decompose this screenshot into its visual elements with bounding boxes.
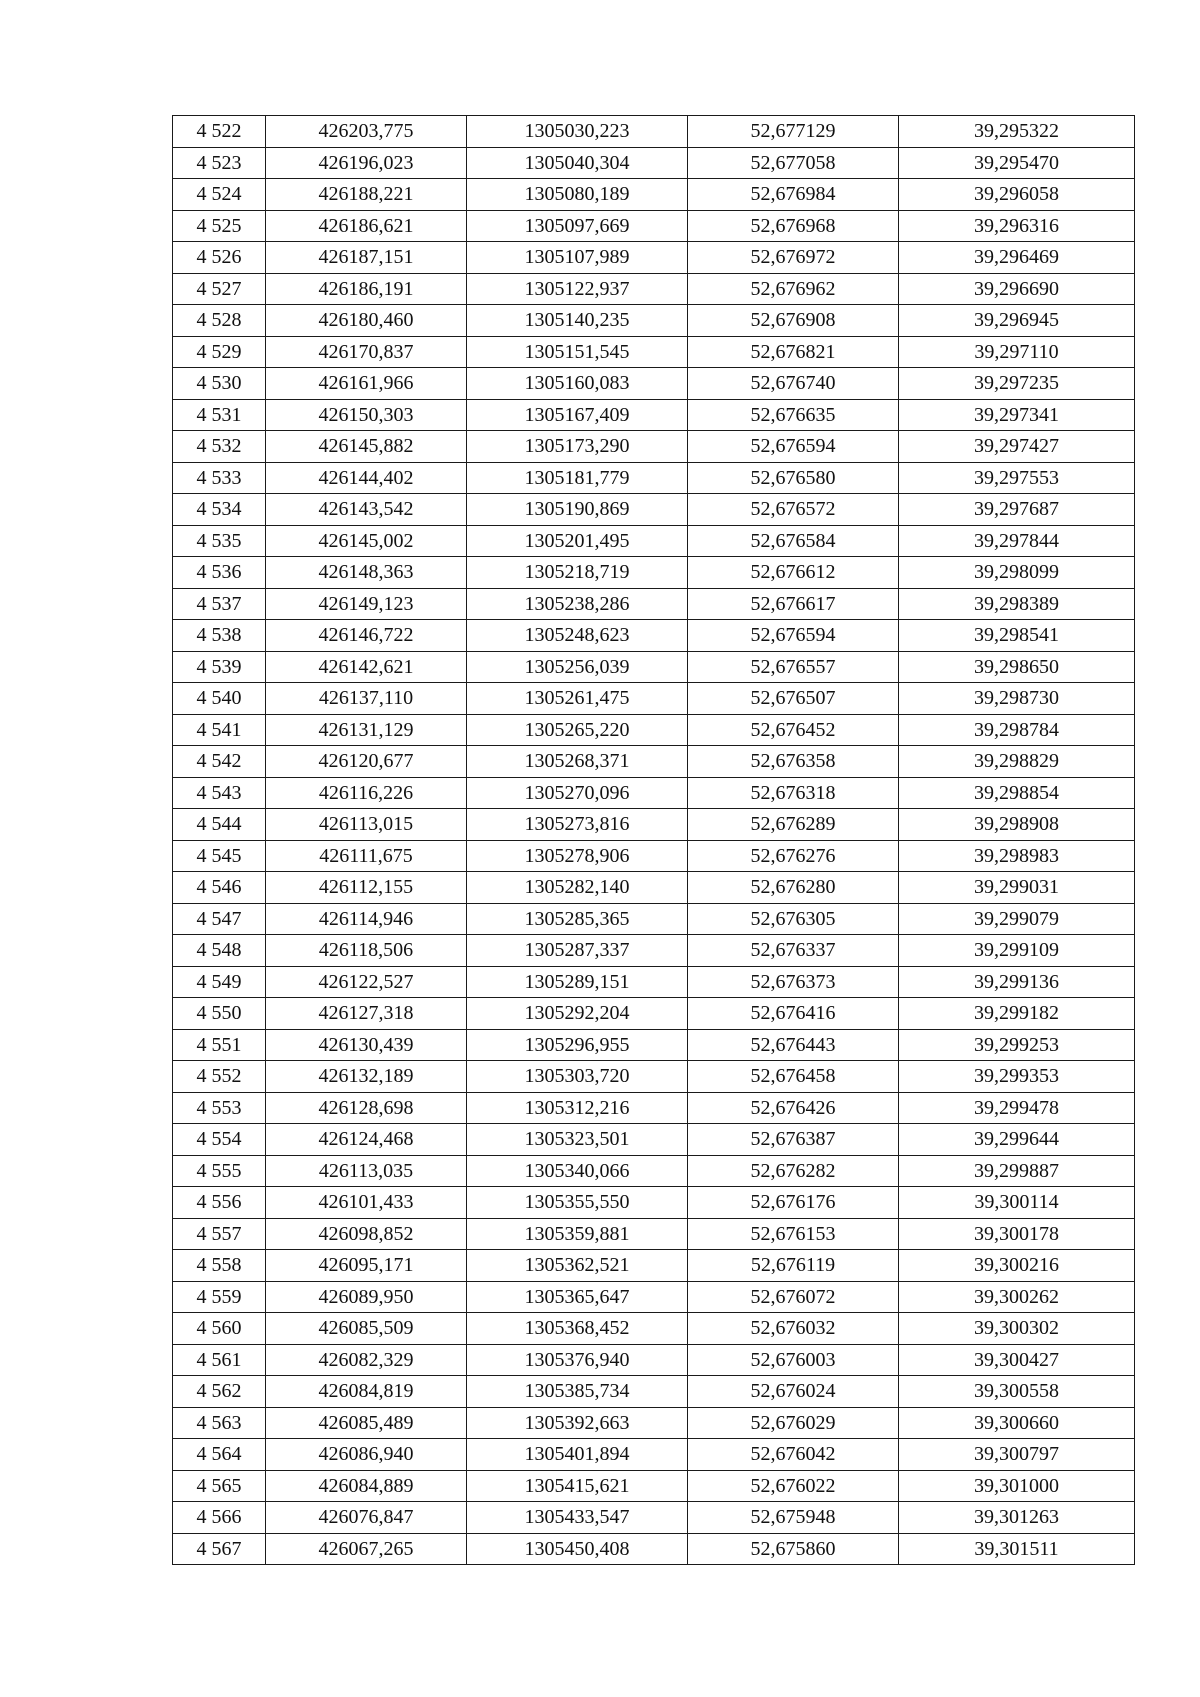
coordinates-table-body <box>173 116 1135 1565</box>
x-coordinate-cell: 426113,015 <box>266 809 467 841</box>
longitude-cell: 39,301000 <box>899 1470 1135 1502</box>
latitude-cell: 52,676280 <box>688 872 899 904</box>
x-coordinate-cell: 426161,966 <box>266 368 467 400</box>
x-coordinate-cell: 426180,460 <box>266 305 467 337</box>
longitude-cell: 39,300427 <box>899 1344 1135 1376</box>
x-coordinate-cell: 426089,950 <box>266 1281 467 1313</box>
table-row <box>173 273 1135 305</box>
x-coordinate-cell: 426095,171 <box>266 1250 467 1282</box>
table-row <box>173 620 1135 652</box>
y-coordinate-cell: 1305433,547 <box>467 1502 688 1534</box>
latitude-cell: 52,676908 <box>688 305 899 337</box>
latitude-cell: 52,676821 <box>688 336 899 368</box>
y-coordinate-cell: 1305080,189 <box>467 179 688 211</box>
x-coordinate-cell: 426085,489 <box>266 1407 467 1439</box>
latitude-cell: 52,676024 <box>688 1376 899 1408</box>
y-coordinate-cell: 1305140,235 <box>467 305 688 337</box>
table-row <box>173 903 1135 935</box>
table-row <box>173 116 1135 148</box>
latitude-cell: 52,676740 <box>688 368 899 400</box>
table-row <box>173 1061 1135 1093</box>
longitude-cell: 39,298784 <box>899 714 1135 746</box>
latitude-cell: 52,676318 <box>688 777 899 809</box>
x-coordinate-cell: 426145,002 <box>266 525 467 557</box>
longitude-cell: 39,297427 <box>899 431 1135 463</box>
point-number-cell: 4 529 <box>173 336 266 368</box>
y-coordinate-cell: 1305359,881 <box>467 1218 688 1250</box>
longitude-cell: 39,299353 <box>899 1061 1135 1093</box>
table-row <box>173 1281 1135 1313</box>
y-coordinate-cell: 1305107,989 <box>467 242 688 274</box>
latitude-cell: 52,676984 <box>688 179 899 211</box>
x-coordinate-cell: 426143,542 <box>266 494 467 526</box>
latitude-cell: 52,676373 <box>688 966 899 998</box>
table-row <box>173 210 1135 242</box>
x-coordinate-cell: 426142,621 <box>266 651 467 683</box>
latitude-cell: 52,676337 <box>688 935 899 967</box>
latitude-cell: 52,676022 <box>688 1470 899 1502</box>
latitude-cell: 52,676072 <box>688 1281 899 1313</box>
latitude-cell: 52,676557 <box>688 651 899 683</box>
latitude-cell: 52,676029 <box>688 1407 899 1439</box>
x-coordinate-cell: 426137,110 <box>266 683 467 715</box>
table-row <box>173 1187 1135 1219</box>
longitude-cell: 39,297235 <box>899 368 1135 400</box>
longitude-cell: 39,300558 <box>899 1376 1135 1408</box>
table-row <box>173 399 1135 431</box>
longitude-cell: 39,296316 <box>899 210 1135 242</box>
table-row <box>173 1124 1135 1156</box>
table-row <box>173 1313 1135 1345</box>
y-coordinate-cell: 1305368,452 <box>467 1313 688 1345</box>
y-coordinate-cell: 1305040,304 <box>467 147 688 179</box>
y-coordinate-cell: 1305181,779 <box>467 462 688 494</box>
y-coordinate-cell: 1305365,647 <box>467 1281 688 1313</box>
latitude-cell: 52,676153 <box>688 1218 899 1250</box>
table-row <box>173 588 1135 620</box>
latitude-cell: 52,676584 <box>688 525 899 557</box>
longitude-cell: 39,298541 <box>899 620 1135 652</box>
x-coordinate-cell: 426076,847 <box>266 1502 467 1534</box>
y-coordinate-cell: 1305287,337 <box>467 935 688 967</box>
x-coordinate-cell: 426085,509 <box>266 1313 467 1345</box>
latitude-cell: 52,676358 <box>688 746 899 778</box>
point-number-cell: 4 557 <box>173 1218 266 1250</box>
point-number-cell: 4 563 <box>173 1407 266 1439</box>
x-coordinate-cell: 426084,889 <box>266 1470 467 1502</box>
latitude-cell: 52,676282 <box>688 1155 899 1187</box>
latitude-cell: 52,676289 <box>688 809 899 841</box>
point-number-cell: 4 539 <box>173 651 266 683</box>
table-row <box>173 494 1135 526</box>
y-coordinate-cell: 1305268,371 <box>467 746 688 778</box>
y-coordinate-cell: 1305190,869 <box>467 494 688 526</box>
latitude-cell: 52,676635 <box>688 399 899 431</box>
point-number-cell: 4 527 <box>173 273 266 305</box>
point-number-cell: 4 566 <box>173 1502 266 1534</box>
latitude-cell: 52,676458 <box>688 1061 899 1093</box>
latitude-cell: 52,676968 <box>688 210 899 242</box>
point-number-cell: 4 536 <box>173 557 266 589</box>
y-coordinate-cell: 1305265,220 <box>467 714 688 746</box>
table-row <box>173 336 1135 368</box>
table-row <box>173 1376 1135 1408</box>
point-number-cell: 4 541 <box>173 714 266 746</box>
latitude-cell: 52,677129 <box>688 116 899 148</box>
point-number-cell: 4 567 <box>173 1533 266 1565</box>
point-number-cell: 4 522 <box>173 116 266 148</box>
point-number-cell: 4 556 <box>173 1187 266 1219</box>
latitude-cell: 52,676305 <box>688 903 899 935</box>
point-number-cell: 4 535 <box>173 525 266 557</box>
table-row <box>173 557 1135 589</box>
y-coordinate-cell: 1305392,663 <box>467 1407 688 1439</box>
point-number-cell: 4 532 <box>173 431 266 463</box>
table-row <box>173 651 1135 683</box>
y-coordinate-cell: 1305323,501 <box>467 1124 688 1156</box>
x-coordinate-cell: 426101,433 <box>266 1187 467 1219</box>
x-coordinate-cell: 426116,226 <box>266 777 467 809</box>
point-number-cell: 4 551 <box>173 1029 266 1061</box>
x-coordinate-cell: 426131,129 <box>266 714 467 746</box>
y-coordinate-cell: 1305340,066 <box>467 1155 688 1187</box>
latitude-cell: 52,676032 <box>688 1313 899 1345</box>
x-coordinate-cell: 426127,318 <box>266 998 467 1030</box>
x-coordinate-cell: 426188,221 <box>266 179 467 211</box>
x-coordinate-cell: 426128,698 <box>266 1092 467 1124</box>
latitude-cell: 52,676416 <box>688 998 899 1030</box>
latitude-cell: 52,676443 <box>688 1029 899 1061</box>
x-coordinate-cell: 426170,837 <box>266 336 467 368</box>
latitude-cell: 52,676176 <box>688 1187 899 1219</box>
point-number-cell: 4 543 <box>173 777 266 809</box>
latitude-cell: 52,675948 <box>688 1502 899 1534</box>
latitude-cell: 52,676042 <box>688 1439 899 1471</box>
table-row <box>173 1029 1135 1061</box>
point-number-cell: 4 548 <box>173 935 266 967</box>
table-row <box>173 462 1135 494</box>
point-number-cell: 4 531 <box>173 399 266 431</box>
y-coordinate-cell: 1305122,937 <box>467 273 688 305</box>
longitude-cell: 39,295470 <box>899 147 1135 179</box>
table-row <box>173 1218 1135 1250</box>
longitude-cell: 39,296690 <box>899 273 1135 305</box>
longitude-cell: 39,300216 <box>899 1250 1135 1282</box>
y-coordinate-cell: 1305376,940 <box>467 1344 688 1376</box>
point-number-cell: 4 552 <box>173 1061 266 1093</box>
point-number-cell: 4 528 <box>173 305 266 337</box>
longitude-cell: 39,297687 <box>899 494 1135 526</box>
x-coordinate-cell: 426112,155 <box>266 872 467 904</box>
x-coordinate-cell: 426082,329 <box>266 1344 467 1376</box>
longitude-cell: 39,297553 <box>899 462 1135 494</box>
longitude-cell: 39,298983 <box>899 840 1135 872</box>
y-coordinate-cell: 1305385,734 <box>467 1376 688 1408</box>
longitude-cell: 39,297110 <box>899 336 1135 368</box>
y-coordinate-cell: 1305218,719 <box>467 557 688 589</box>
y-coordinate-cell: 1305173,290 <box>467 431 688 463</box>
table-row <box>173 1155 1135 1187</box>
y-coordinate-cell: 1305285,365 <box>467 903 688 935</box>
x-coordinate-cell: 426122,527 <box>266 966 467 998</box>
x-coordinate-cell: 426113,035 <box>266 1155 467 1187</box>
x-coordinate-cell: 426084,819 <box>266 1376 467 1408</box>
coordinates-table <box>172 115 1135 1565</box>
table-row <box>173 872 1135 904</box>
table-row <box>173 179 1135 211</box>
point-number-cell: 4 546 <box>173 872 266 904</box>
longitude-cell: 39,299253 <box>899 1029 1135 1061</box>
x-coordinate-cell: 426130,439 <box>266 1029 467 1061</box>
table-row <box>173 966 1135 998</box>
longitude-cell: 39,298829 <box>899 746 1135 778</box>
longitude-cell: 39,296469 <box>899 242 1135 274</box>
longitude-cell: 39,300114 <box>899 1187 1135 1219</box>
point-number-cell: 4 540 <box>173 683 266 715</box>
longitude-cell: 39,296058 <box>899 179 1135 211</box>
x-coordinate-cell: 426146,722 <box>266 620 467 652</box>
latitude-cell: 52,676387 <box>688 1124 899 1156</box>
y-coordinate-cell: 1305151,545 <box>467 336 688 368</box>
point-number-cell: 4 554 <box>173 1124 266 1156</box>
table-row <box>173 242 1135 274</box>
y-coordinate-cell: 1305030,223 <box>467 116 688 148</box>
y-coordinate-cell: 1305273,816 <box>467 809 688 841</box>
x-coordinate-cell: 426124,468 <box>266 1124 467 1156</box>
x-coordinate-cell: 426132,189 <box>266 1061 467 1093</box>
point-number-cell: 4 564 <box>173 1439 266 1471</box>
y-coordinate-cell: 1305261,475 <box>467 683 688 715</box>
table-row <box>173 368 1135 400</box>
longitude-cell: 39,301263 <box>899 1502 1135 1534</box>
longitude-cell: 39,298389 <box>899 588 1135 620</box>
point-number-cell: 4 562 <box>173 1376 266 1408</box>
point-number-cell: 4 558 <box>173 1250 266 1282</box>
longitude-cell: 39,299182 <box>899 998 1135 1030</box>
longitude-cell: 39,299031 <box>899 872 1135 904</box>
longitude-cell: 39,299109 <box>899 935 1135 967</box>
point-number-cell: 4 555 <box>173 1155 266 1187</box>
longitude-cell: 39,301511 <box>899 1533 1135 1565</box>
y-coordinate-cell: 1305362,521 <box>467 1250 688 1282</box>
table-row <box>173 147 1135 179</box>
x-coordinate-cell: 426149,123 <box>266 588 467 620</box>
latitude-cell: 52,676426 <box>688 1092 899 1124</box>
longitude-cell: 39,300797 <box>899 1439 1135 1471</box>
x-coordinate-cell: 426187,151 <box>266 242 467 274</box>
latitude-cell: 52,676972 <box>688 242 899 274</box>
longitude-cell: 39,298854 <box>899 777 1135 809</box>
y-coordinate-cell: 1305292,204 <box>467 998 688 1030</box>
y-coordinate-cell: 1305312,216 <box>467 1092 688 1124</box>
point-number-cell: 4 525 <box>173 210 266 242</box>
point-number-cell: 4 537 <box>173 588 266 620</box>
latitude-cell: 52,676594 <box>688 431 899 463</box>
longitude-cell: 39,299136 <box>899 966 1135 998</box>
latitude-cell: 52,676617 <box>688 588 899 620</box>
table-row <box>173 525 1135 557</box>
table-row <box>173 683 1135 715</box>
table-row <box>173 1344 1135 1376</box>
table-row <box>173 777 1135 809</box>
longitude-cell: 39,297341 <box>899 399 1135 431</box>
table-row <box>173 1407 1135 1439</box>
longitude-cell: 39,299644 <box>899 1124 1135 1156</box>
y-coordinate-cell: 1305270,096 <box>467 777 688 809</box>
longitude-cell: 39,296945 <box>899 305 1135 337</box>
x-coordinate-cell: 426067,265 <box>266 1533 467 1565</box>
point-number-cell: 4 542 <box>173 746 266 778</box>
y-coordinate-cell: 1305415,621 <box>467 1470 688 1502</box>
table-row <box>173 1092 1135 1124</box>
longitude-cell: 39,299887 <box>899 1155 1135 1187</box>
table-row <box>173 935 1135 967</box>
latitude-cell: 52,676119 <box>688 1250 899 1282</box>
y-coordinate-cell: 1305355,550 <box>467 1187 688 1219</box>
y-coordinate-cell: 1305160,083 <box>467 368 688 400</box>
latitude-cell: 52,676276 <box>688 840 899 872</box>
latitude-cell: 52,677058 <box>688 147 899 179</box>
point-number-cell: 4 533 <box>173 462 266 494</box>
point-number-cell: 4 553 <box>173 1092 266 1124</box>
longitude-cell: 39,300262 <box>899 1281 1135 1313</box>
point-number-cell: 4 561 <box>173 1344 266 1376</box>
longitude-cell: 39,297844 <box>899 525 1135 557</box>
table-row <box>173 305 1135 337</box>
x-coordinate-cell: 426145,882 <box>266 431 467 463</box>
y-coordinate-cell: 1305278,906 <box>467 840 688 872</box>
y-coordinate-cell: 1305450,408 <box>467 1533 688 1565</box>
y-coordinate-cell: 1305256,039 <box>467 651 688 683</box>
x-coordinate-cell: 426186,621 <box>266 210 467 242</box>
table-row <box>173 746 1135 778</box>
y-coordinate-cell: 1305303,720 <box>467 1061 688 1093</box>
table-row <box>173 1439 1135 1471</box>
point-number-cell: 4 544 <box>173 809 266 841</box>
table-row <box>173 809 1135 841</box>
point-number-cell: 4 559 <box>173 1281 266 1313</box>
latitude-cell: 52,676003 <box>688 1344 899 1376</box>
latitude-cell: 52,676962 <box>688 273 899 305</box>
x-coordinate-cell: 426120,677 <box>266 746 467 778</box>
point-number-cell: 4 560 <box>173 1313 266 1345</box>
y-coordinate-cell: 1305238,286 <box>467 588 688 620</box>
table-row <box>173 1502 1135 1534</box>
latitude-cell: 52,676452 <box>688 714 899 746</box>
x-coordinate-cell: 426118,506 <box>266 935 467 967</box>
x-coordinate-cell: 426196,023 <box>266 147 467 179</box>
longitude-cell: 39,299478 <box>899 1092 1135 1124</box>
table-row <box>173 1470 1135 1502</box>
x-coordinate-cell: 426114,946 <box>266 903 467 935</box>
y-coordinate-cell: 1305289,151 <box>467 966 688 998</box>
longitude-cell: 39,300660 <box>899 1407 1135 1439</box>
x-coordinate-cell: 426150,303 <box>266 399 467 431</box>
point-number-cell: 4 523 <box>173 147 266 179</box>
point-number-cell: 4 547 <box>173 903 266 935</box>
table-row <box>173 998 1135 1030</box>
y-coordinate-cell: 1305201,495 <box>467 525 688 557</box>
table-row <box>173 840 1135 872</box>
point-number-cell: 4 550 <box>173 998 266 1030</box>
point-number-cell: 4 524 <box>173 179 266 211</box>
longitude-cell: 39,298650 <box>899 651 1135 683</box>
table-row <box>173 1250 1135 1282</box>
x-coordinate-cell: 426111,675 <box>266 840 467 872</box>
point-number-cell: 4 538 <box>173 620 266 652</box>
x-coordinate-cell: 426098,852 <box>266 1218 467 1250</box>
latitude-cell: 52,676580 <box>688 462 899 494</box>
x-coordinate-cell: 426086,940 <box>266 1439 467 1471</box>
point-number-cell: 4 526 <box>173 242 266 274</box>
point-number-cell: 4 530 <box>173 368 266 400</box>
longitude-cell: 39,295322 <box>899 116 1135 148</box>
y-coordinate-cell: 1305167,409 <box>467 399 688 431</box>
y-coordinate-cell: 1305097,669 <box>467 210 688 242</box>
latitude-cell: 52,675860 <box>688 1533 899 1565</box>
longitude-cell: 39,298099 <box>899 557 1135 589</box>
latitude-cell: 52,676507 <box>688 683 899 715</box>
latitude-cell: 52,676572 <box>688 494 899 526</box>
y-coordinate-cell: 1305401,894 <box>467 1439 688 1471</box>
longitude-cell: 39,300178 <box>899 1218 1135 1250</box>
table-row <box>173 714 1135 746</box>
point-number-cell: 4 534 <box>173 494 266 526</box>
longitude-cell: 39,298908 <box>899 809 1135 841</box>
x-coordinate-cell: 426144,402 <box>266 462 467 494</box>
table-row <box>173 1533 1135 1565</box>
longitude-cell: 39,300302 <box>899 1313 1135 1345</box>
x-coordinate-cell: 426203,775 <box>266 116 467 148</box>
table-row <box>173 431 1135 463</box>
x-coordinate-cell: 426148,363 <box>266 557 467 589</box>
y-coordinate-cell: 1305248,623 <box>467 620 688 652</box>
longitude-cell: 39,298730 <box>899 683 1135 715</box>
latitude-cell: 52,676612 <box>688 557 899 589</box>
point-number-cell: 4 565 <box>173 1470 266 1502</box>
point-number-cell: 4 545 <box>173 840 266 872</box>
y-coordinate-cell: 1305282,140 <box>467 872 688 904</box>
longitude-cell: 39,299079 <box>899 903 1135 935</box>
point-number-cell: 4 549 <box>173 966 266 998</box>
latitude-cell: 52,676594 <box>688 620 899 652</box>
x-coordinate-cell: 426186,191 <box>266 273 467 305</box>
y-coordinate-cell: 1305296,955 <box>467 1029 688 1061</box>
